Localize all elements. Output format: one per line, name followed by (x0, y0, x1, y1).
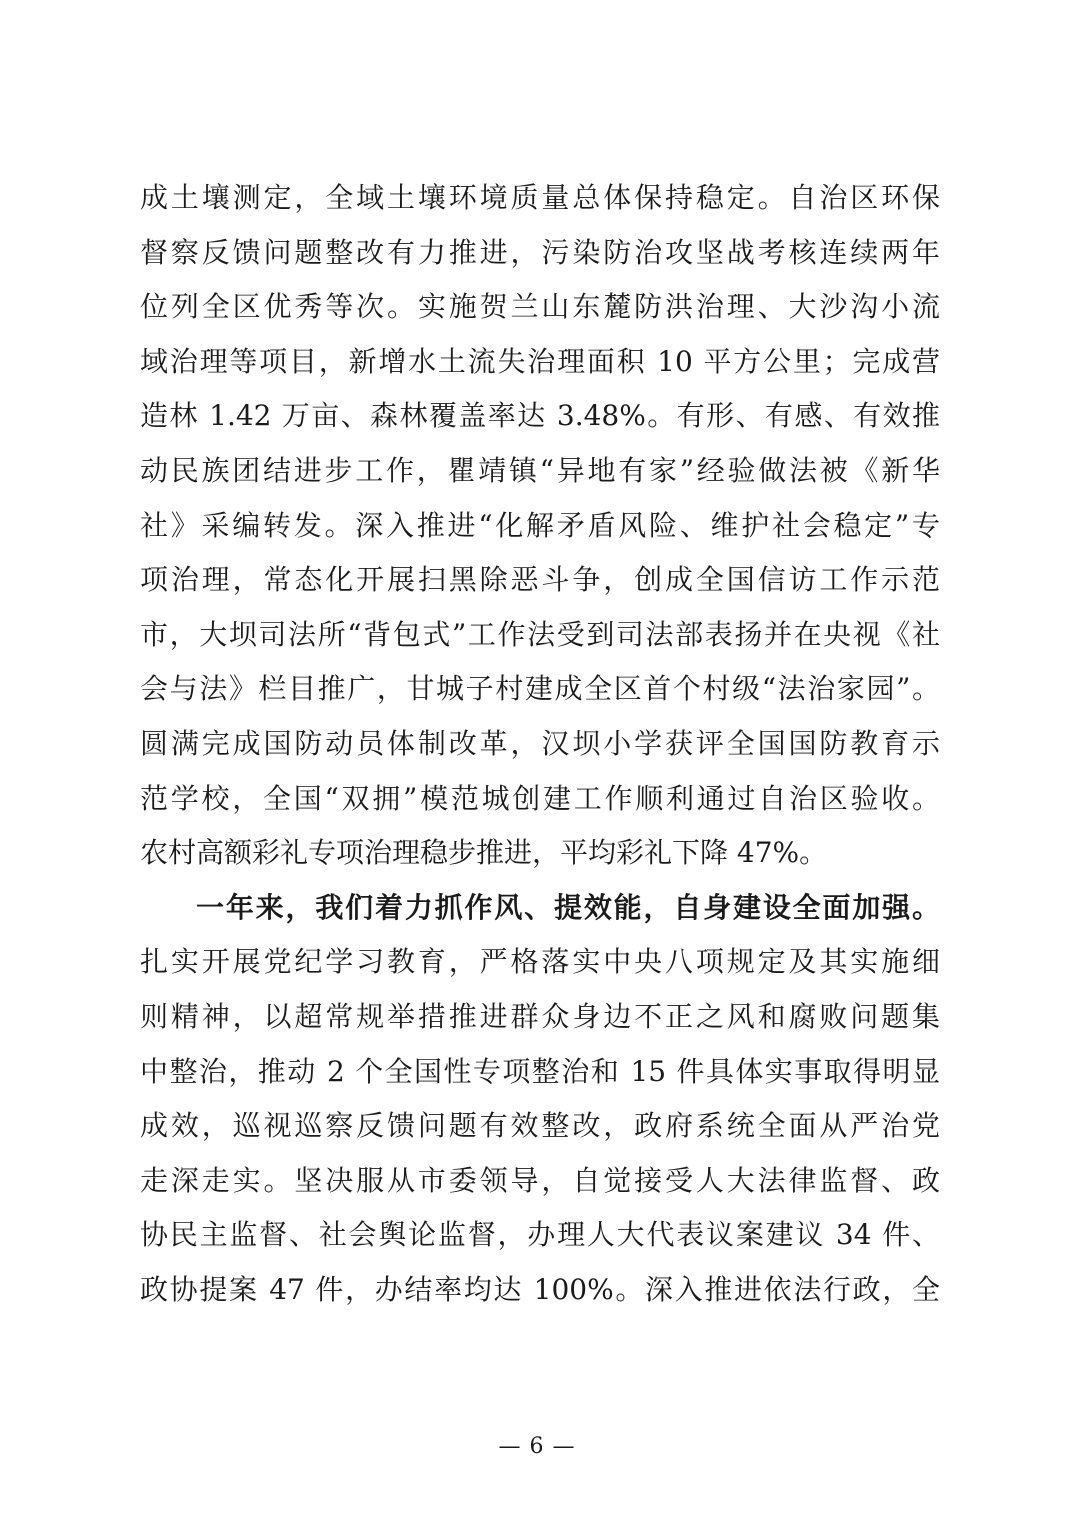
text-line: 动民族团结进步工作，瞿靖镇“异地有家”经验做法被《新华 (140, 453, 940, 487)
text-line: 则精神，以超常规举措推进群众身边不正之风和腐败问题集 (140, 999, 940, 1033)
text-line: 农村高额彩礼专项治理稳步推进，平均彩礼下降 47%。 (140, 836, 828, 870)
text-line: 位列全区优秀等次。实施贺兰山东麓防洪治理、大沙沟小流 (140, 290, 940, 324)
text-line: 中整治，推动 2 个全国性专项整治和 15 件具体实事取得明显 (140, 1054, 940, 1088)
text-line: 造林 1.42 万亩、森林覆盖率达 3.48%。有形、有感、有效推 (140, 399, 940, 433)
text-line: 域治理等项目，新增水土流失治理面积 10 平方公里；完成营 (140, 344, 940, 378)
paragraph-1 (140, 171, 940, 881)
text-line: 项治理，常态化开展扫黑除恶斗争，创成全国信访工作示范 (140, 563, 940, 597)
text-line: 会与法》栏目推广，甘城子村建成全区首个村级“法治家园”。 (140, 672, 940, 706)
text-line: 范学校，全国“双拥”模范城创建工作顺利通过自治区验收。 (140, 781, 940, 815)
paragraph-2 (140, 881, 940, 1318)
text-line: 走深走实。坚决服从市委领导，自觉接受人大法律监督、政 (140, 1163, 940, 1197)
body-text (140, 171, 940, 1317)
text-line: 扎实开展党纪学习教育，严格落实中央八项规定及其实施细 (140, 945, 940, 979)
text-line: 圆满完成国防动员体制改革，汉坝小学获评全国国防教育示 (140, 726, 940, 760)
text-line: 市，大坝司法所“背包式”工作法受到司法部表扬并在央视《社 (140, 617, 940, 651)
text-line: 成土壤测定，全域土壤环境质量总体保持稳定。自治区环保 (140, 181, 940, 214)
text-line: 成效，巡视巡察反馈问题有效整改，政府系统全面从严治党 (140, 1109, 940, 1143)
page-number: — 6 — (498, 1434, 576, 1459)
text-line: 社》采编转发。深入推进“化解矛盾风险、维护社会稳定”专 (140, 508, 940, 542)
text-line: 督察反馈问题整改有力推进，污染防治攻坚战考核连续两年 (140, 235, 940, 269)
paragraph-lead-sentence: 一年来，我们着力抓作风、提效能，自身建设全面加强。 (196, 890, 940, 924)
text-line: 政协提案 47 件，办结率均达 100%。深入推进依法行政，全 (140, 1272, 940, 1306)
text-line: 协民主监督、社会舆论监督，办理人大代表议案建议 34 件、 (140, 1218, 940, 1252)
